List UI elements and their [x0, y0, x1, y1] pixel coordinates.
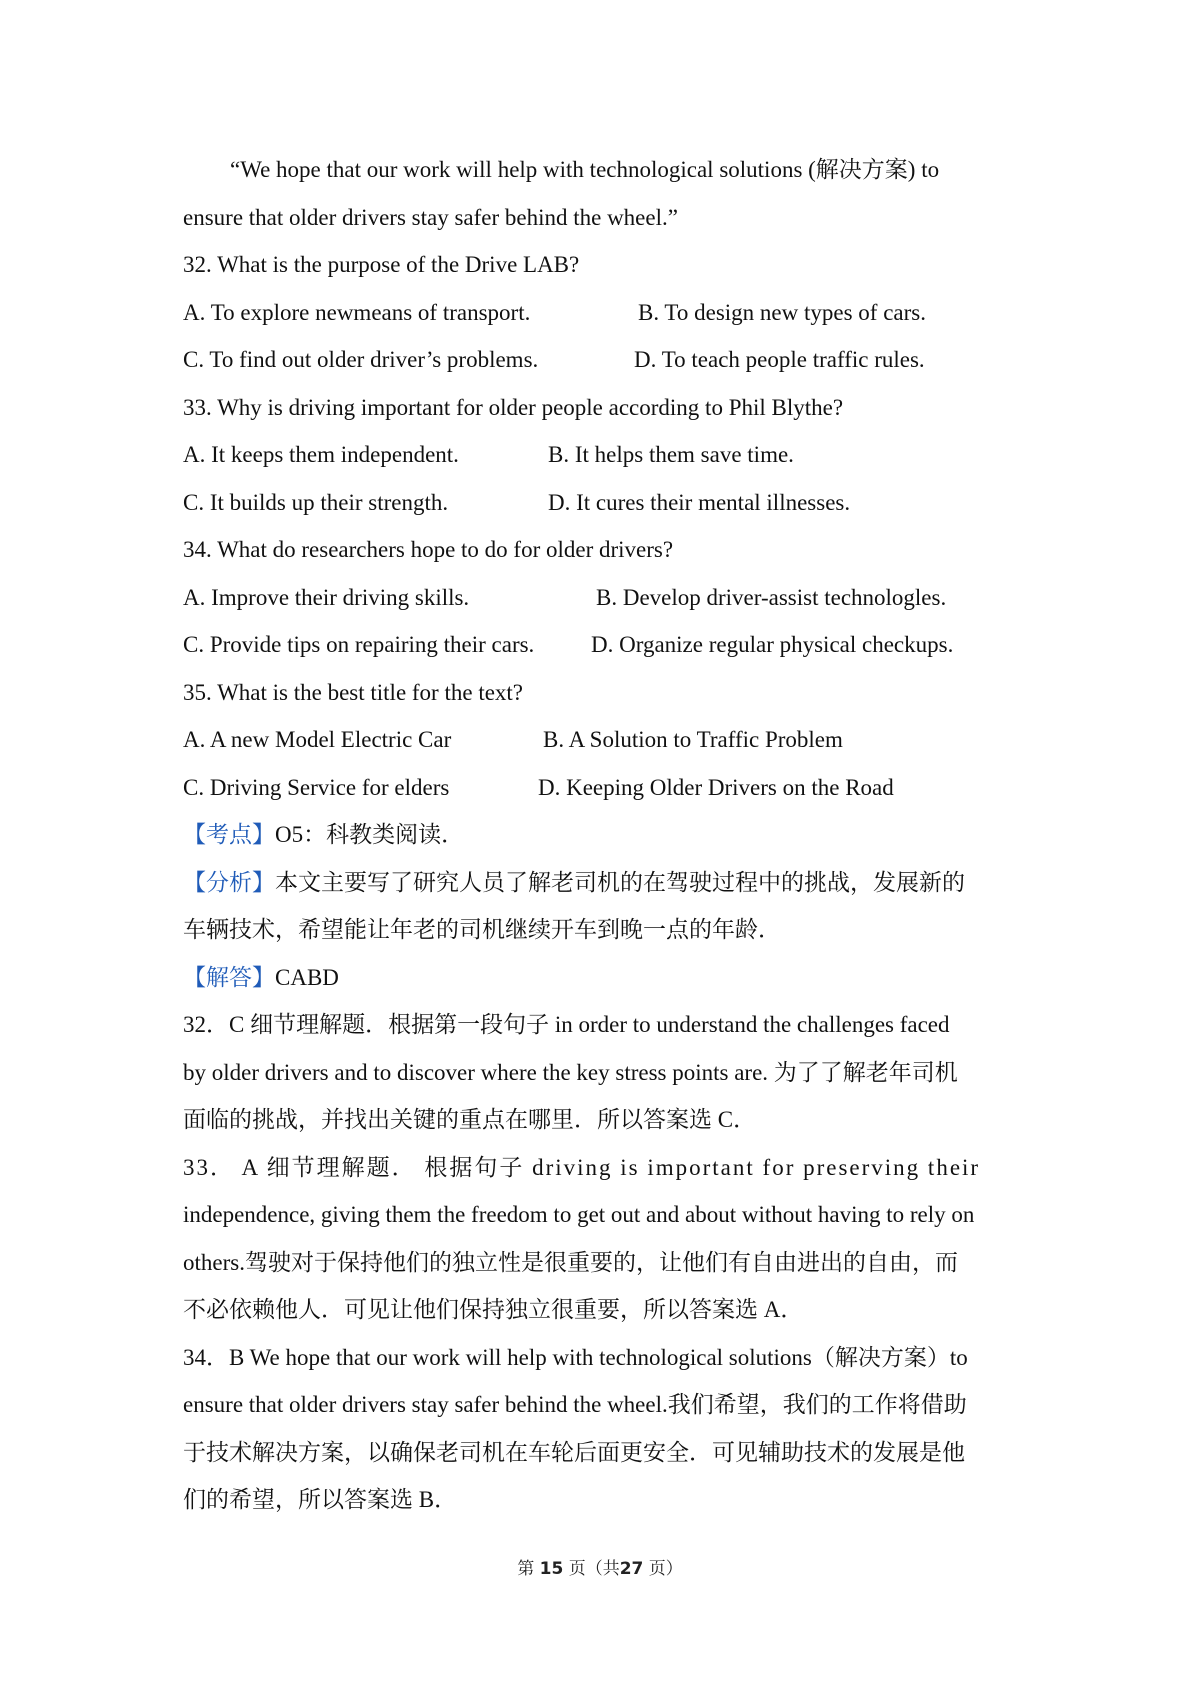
question-35-option-a: A. A new Model Electric Car — [183, 727, 452, 752]
question-32-stem: 32. What is the purpose of the Drive LAB? — [183, 252, 580, 277]
fenxi-line-2: 车辆技术，希望能让年老的司机继续开车到晚一点的年龄． — [183, 917, 781, 942]
question-34-option-c: C. Provide tips on repairing their cars. — [183, 632, 535, 657]
footer-total-pages: 27 — [619, 1559, 644, 1579]
page-footer — [0, 1557, 1200, 1581]
answer-33-line-3: others.驾驶对于保持他们的独立性是很重要的，让他们有自由进出的自由，而 — [183, 1250, 958, 1275]
question-34-option-d: D. Organize regular physical checkups. — [591, 632, 954, 657]
question-33-stem: 33. Why is driving important for older people according to Phil Blythe? — [183, 395, 844, 420]
answer-34-line-4: 们的希望，所以答案选 B． — [183, 1487, 458, 1512]
answer-32-text-1: 32．C 细节理解题．根据第一段句子 in order to understand the challenges faced — [183, 1012, 950, 1037]
question-33-option-a: A. It keeps them independent. — [183, 442, 459, 467]
fenxi-text-1: 本文主要写了研究人员了解老司机的在驾驶过程中的挑战，发展新的 — [275, 870, 965, 895]
kaodian-tag: 【考点】 — [183, 822, 275, 847]
answer-32-line-3: 面临的挑战，并找出关键的重点在哪里．所以答案选 C． — [183, 1107, 757, 1132]
question-34-option-a: A. Improve their driving skills. — [183, 585, 470, 610]
answer-34-line-3: 于技术解决方案，以确保老司机在车轮后面更安全．可见辅助技术的发展是他 — [183, 1440, 965, 1465]
answer-34-line-1: 34．B We hope that our work will help with technological solutions（解决方案）to — [183, 1345, 968, 1370]
passage-quote-text-1: “We hope that our work will help with technological solutions (解决方案) to — [230, 157, 940, 182]
question-32-option-a: A. To explore newmeans of transport. — [183, 300, 531, 325]
question-33-option-b: B. It helps them save time. — [548, 442, 794, 467]
answer-33-line-2: independence, giving them the freedom to get out and about without having to rely on — [183, 1202, 975, 1227]
kaodian-line — [183, 820, 1025, 850]
question-33-option-c: C. It builds up their strength. — [183, 490, 449, 515]
question-35-stem: 35. What is the best title for the text? — [183, 680, 524, 705]
question-32-option-d: D. To teach people traffic rules. — [634, 347, 925, 372]
question-33-option-d: D. It cures their mental illnesses. — [548, 490, 851, 515]
question-35-option-d: D. Keeping Older Drivers on the Road — [538, 775, 894, 800]
question-34-stem: 34. What do researchers hope to do for older drivers? — [183, 537, 674, 562]
fenxi-line-1 — [183, 868, 1025, 898]
kaodian-text: O5：科教类阅读． — [275, 822, 465, 847]
answer-34-line-2: ensure that older drivers stay safer behind the wheel.我们希望，我们的工作将借助 — [183, 1392, 967, 1417]
jieda-text: CABD — [275, 965, 339, 990]
fenxi-tag: 【分析】 — [183, 870, 275, 895]
answer-33-line-4: 不必依赖他人．可见让他们保持独立很重要，所以答案选 A． — [183, 1297, 804, 1322]
jieda-tag: 【解答】 — [183, 965, 275, 990]
question-32-option-b: B. To design new types of cars. — [638, 300, 926, 325]
footer-page-number: 15 — [539, 1559, 564, 1579]
question-32-option-c: C. To find out older driver’s problems. — [183, 347, 539, 372]
answer-32-line-1 — [183, 1010, 1025, 1040]
footer-prefix: 第 — [517, 1559, 535, 1579]
question-34-option-b: B. Develop driver-assist technologles. — [596, 585, 947, 610]
answer-32-line-2: by older drivers and to discover where the key stress points are. 为了了解老年司机 — [183, 1060, 958, 1085]
jieda-line — [183, 963, 1025, 993]
question-35-option-b: B. A Solution to Traffic Problem — [543, 727, 843, 752]
footer-suffix: 页） — [648, 1559, 683, 1579]
footer-middle: 页（共 — [568, 1559, 620, 1579]
passage-quote-line-2: ensure that older drivers stay safer behind the wheel.” — [183, 205, 678, 230]
question-35-option-c: C. Driving Service for elders — [183, 775, 450, 800]
answer-33-line-1: 33． A 细节理解题． 根据句子 driving is important for preserving their — [183, 1155, 981, 1180]
passage-quote-line-1 — [230, 155, 1025, 185]
